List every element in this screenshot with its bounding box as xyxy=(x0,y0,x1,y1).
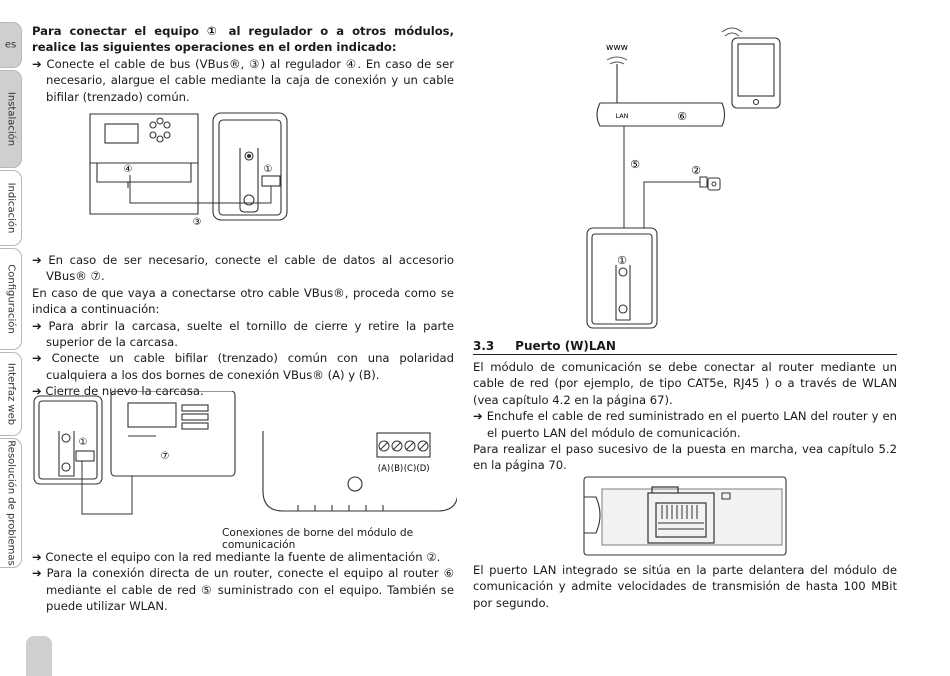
tab-resolucion[interactable] xyxy=(0,438,22,568)
arrow-icon: ➔ xyxy=(32,318,42,333)
arrow-icon: ➔ xyxy=(32,351,42,366)
left-column-bottom xyxy=(32,549,454,615)
router-lan-text: LAN xyxy=(615,112,629,120)
side-tab-bar xyxy=(0,0,24,669)
step-plug-cable xyxy=(473,408,897,441)
step-data-cable-text: En caso de ser necesario, conecte el cable de datos al accesorio VBus® ⑦. xyxy=(46,253,455,284)
label-bus-cable: ③ xyxy=(192,217,202,228)
tab-instalacion-label: Instalación xyxy=(5,91,16,147)
left-column-top xyxy=(32,23,454,105)
figure-controller-bus xyxy=(85,108,295,233)
step-connect-bus xyxy=(32,56,454,105)
step-power-supply xyxy=(32,549,454,565)
tab-indicacion[interactable] xyxy=(0,170,22,246)
label-power-supply: ② xyxy=(691,164,701,177)
step-power-supply-text: Conecte el equipo con la red mediante la fuente de alimentación ②. xyxy=(45,550,441,564)
step-data-cable xyxy=(32,252,454,285)
tablet-icon xyxy=(732,38,780,108)
label-module: ① xyxy=(78,437,88,448)
tab-interfaz-web[interactable] xyxy=(0,352,22,436)
tab-indicacion-label: Indicación xyxy=(5,182,16,234)
label-controller: ④ xyxy=(123,164,133,175)
section-heading xyxy=(473,339,897,353)
step-connect-twisted-text: Conecte un cable bifilar (trenzado) común con una polaridad cualquiera a los dos bornes de conexión VBus® (A) y (B). xyxy=(46,351,454,382)
tab-resolucion-label: Resolución de problemas xyxy=(5,440,16,566)
terminal-d: (D) xyxy=(416,464,430,474)
para-lan-connection: El módulo de comunicación se debe conectar al router mediante un cable de red (por ejemplo, de tipo CAT5e, RJ45 ) o a través de WLAN (vea capítulo 4.2 en la página 67). xyxy=(473,360,897,407)
intro-heading: Para conectar el equipo ① al regulador o a otros módulos, realice las siguientes operaciones en el orden indicado: xyxy=(32,24,454,55)
step-close-housing-text: Cierre de nuevo la carcasa. xyxy=(45,384,204,399)
arrow-icon: ➔ xyxy=(32,253,42,267)
step-router-text: Para la conexión directa de un router, conecte el equipo al router ⑥ mediante el cable de red ⑤ suministrado con el equipo. También se puede utilizar WLAN. xyxy=(46,566,454,614)
step-connect-twisted xyxy=(32,350,454,383)
step-connect-bus-text: Conecte el cable de bus (VBus®, ③) al regulador ④. En caso de ser necesario, alargue el cable mediante la caja de conexión y un cable bifilar (trenzado) común. xyxy=(46,56,454,104)
tab-configuracion-label: Configuración xyxy=(5,264,16,334)
step-open-housing-text: Para abrir la carcasa, suelte el tornillo de cierre y retire la parte superior de la carcasa. xyxy=(46,318,454,350)
module-body xyxy=(213,113,287,220)
para-other-vbus: En caso de que vaya a conectarse otro cable VBus®, proceda como se indica a continuación: xyxy=(32,285,454,317)
para-next-step: Para realizar el paso sucesivo de la puesta en marcha, vea capítulo 5.2 en la página 70. xyxy=(473,442,897,473)
arrow-icon: ➔ xyxy=(32,566,42,581)
page-corner-tab xyxy=(26,636,52,676)
label-www: www xyxy=(605,43,629,53)
step-open-housing xyxy=(32,318,454,351)
figure-accessory-terminals xyxy=(32,391,457,521)
tab-configuracion[interactable] xyxy=(0,248,22,350)
arrow-icon: ➔ xyxy=(32,56,42,71)
label-module: ① xyxy=(263,164,273,175)
controller-body xyxy=(90,114,198,214)
terminal-a: (A) xyxy=(377,464,391,474)
section-number: 3.3 xyxy=(473,339,495,353)
right-column-text xyxy=(473,359,897,474)
label-router: ⑥ xyxy=(677,110,687,123)
figure-network xyxy=(582,20,792,330)
right-column-bottom xyxy=(473,562,897,611)
step-plug-cable-text: Enchufe el cable de red suministrado en el puerto LAN del router y en el puerto LAN del módulo de comunicación. xyxy=(486,409,898,440)
arrow-icon: ➔ xyxy=(473,409,483,424)
section-rule xyxy=(473,354,897,355)
para-integrated-port: El puerto LAN integrado se sitúa en la parte delantera del módulo de comunicación y admite velocidades de transmisión de hasta 100 MBit por segundo. xyxy=(473,563,897,610)
left-column-middle xyxy=(32,252,454,400)
figure-caption: Conexiones de borne del módulo de comunicación xyxy=(222,527,414,551)
tab-language-label: es xyxy=(4,39,17,51)
arrow-icon: ➔ xyxy=(32,384,42,399)
label-module: ① xyxy=(617,254,627,267)
accessory-body xyxy=(111,391,235,476)
arrow-icon: ➔ xyxy=(32,550,42,564)
terminal-b: (B) xyxy=(390,464,404,474)
controller-display xyxy=(105,124,138,143)
terminal-c: (C) xyxy=(403,464,417,474)
label-accessory: ⑦ xyxy=(160,451,170,462)
figure-lan-port xyxy=(582,475,788,559)
step-router xyxy=(32,565,454,614)
tab-instalacion[interactable] xyxy=(0,70,22,168)
tab-language[interactable] xyxy=(0,22,22,68)
tab-interfaz-web-label: Interfaz web xyxy=(5,362,16,426)
section-title: Puerto (W)LAN xyxy=(515,339,616,353)
label-network-cable: ⑤ xyxy=(630,158,640,171)
